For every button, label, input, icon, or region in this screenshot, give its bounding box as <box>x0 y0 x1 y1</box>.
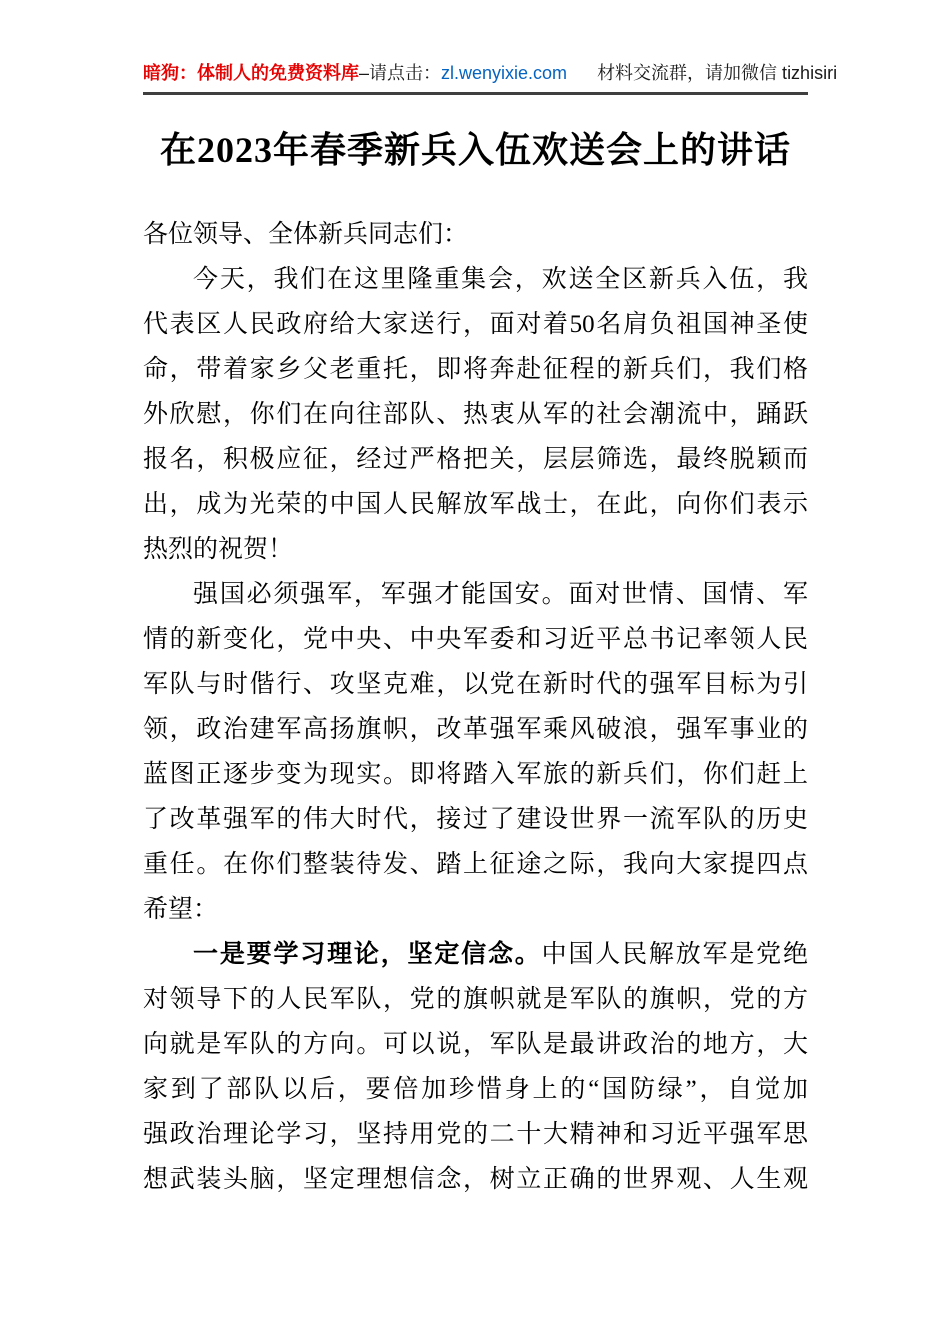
body-line <box>143 797 808 842</box>
body-run: 强政治理论学习，坚持用党的二十大精神和习近平强军思 <box>143 1121 808 1148</box>
promo-click-label: –请点击： <box>359 63 442 83</box>
body-line <box>143 302 808 347</box>
body-run: 重任。在你们整装待发、踏上征途之际，我向大家提四点 <box>143 851 808 878</box>
body-run: 报名，积极应征，经过严格把关，层层筛选，最终脱颖而 <box>143 446 808 473</box>
promo-group-note: 材料交流群，请加微信 tizhisiri <box>597 63 838 83</box>
body-run: 出，成为光荣的中国人民解放军战士，在此，向你们表示 <box>143 491 808 518</box>
body-run: 各位领导、全体新兵同志们： <box>143 221 469 248</box>
body-line <box>143 617 808 662</box>
promo-site-name: 暗狗：体制人的免费资料库 <box>143 63 359 83</box>
body-line <box>143 1112 808 1157</box>
body-run: 强国必须强军，军强才能国安。面对世情、国情、军 <box>193 581 808 608</box>
body-line <box>143 257 808 302</box>
body-run: 蓝图正逐步变为现实。即将踏入军旅的新兵们，你们赶上 <box>143 761 808 788</box>
body-run-bold: 一是要学习理论，坚定信念。 <box>193 940 542 968</box>
body-line <box>143 662 808 707</box>
body-line <box>143 572 808 617</box>
body-run: 热烈的祝贺！ <box>143 536 294 563</box>
body-line <box>143 527 808 572</box>
body-run: 情的新变化，党中央、中央军委和习近平总书记率领人民 <box>143 626 808 653</box>
body-line <box>143 977 808 1022</box>
body-line <box>143 437 808 482</box>
body-line <box>143 932 808 977</box>
body-run: 今天，我们在这里隆重集会，欢送全区新兵入伍，我 <box>193 266 808 293</box>
promo-link[interactable]: zl.wenyixie.com <box>441 63 568 83</box>
document-title: 在2023年春季新兵入伍欢送会上的讲话 <box>159 130 791 170</box>
body-run: 代表区人民政府给大家送行，面对着50名肩负祖国神圣使 <box>143 311 808 338</box>
body-run: 军队与时偕行、攻坚克难，以党在新时代的强军目标为引 <box>143 671 808 698</box>
body-run: 希望： <box>143 896 219 923</box>
body-run: 对领导下的人民军队，党的旗帜就是军队的旗帜，党的方 <box>143 986 808 1013</box>
promo-header <box>143 58 838 95</box>
body-line <box>143 392 808 437</box>
body-line <box>143 1157 808 1202</box>
body-line <box>143 707 808 752</box>
body-line <box>143 347 808 392</box>
body-run: 家到了部队以后，要倍加珍惜身上的“国防绿”，自觉加 <box>143 1076 808 1103</box>
body-line <box>143 1067 808 1112</box>
body-line <box>143 482 808 527</box>
body-run: 向就是军队的方向。可以说，军队是最讲政治的地方，大 <box>143 1031 808 1058</box>
document-body <box>143 212 808 1202</box>
body-run: 中国人民解放军是党绝 <box>541 941 808 968</box>
body-line <box>143 842 808 887</box>
body-run: 命，带着家乡父老重托，即将奔赴征程的新兵们，我们格 <box>143 356 808 383</box>
body-run: 领，政治建军高扬旗帜，改革强军乘风破浪，强军事业的 <box>143 716 808 743</box>
body-run: 外欣慰，你们在向往部队、热衷从军的社会潮流中，踊跃 <box>143 401 808 428</box>
body-run: 想武装头脑，坚定理想信念，树立正确的世界观、人生观 <box>143 1166 808 1193</box>
body-line <box>143 212 808 257</box>
body-line <box>143 752 808 797</box>
body-run: 了改革强军的伟大时代，接过了建设世界一流军队的历史 <box>143 806 808 833</box>
body-line <box>143 887 808 932</box>
body-line <box>143 1022 808 1067</box>
